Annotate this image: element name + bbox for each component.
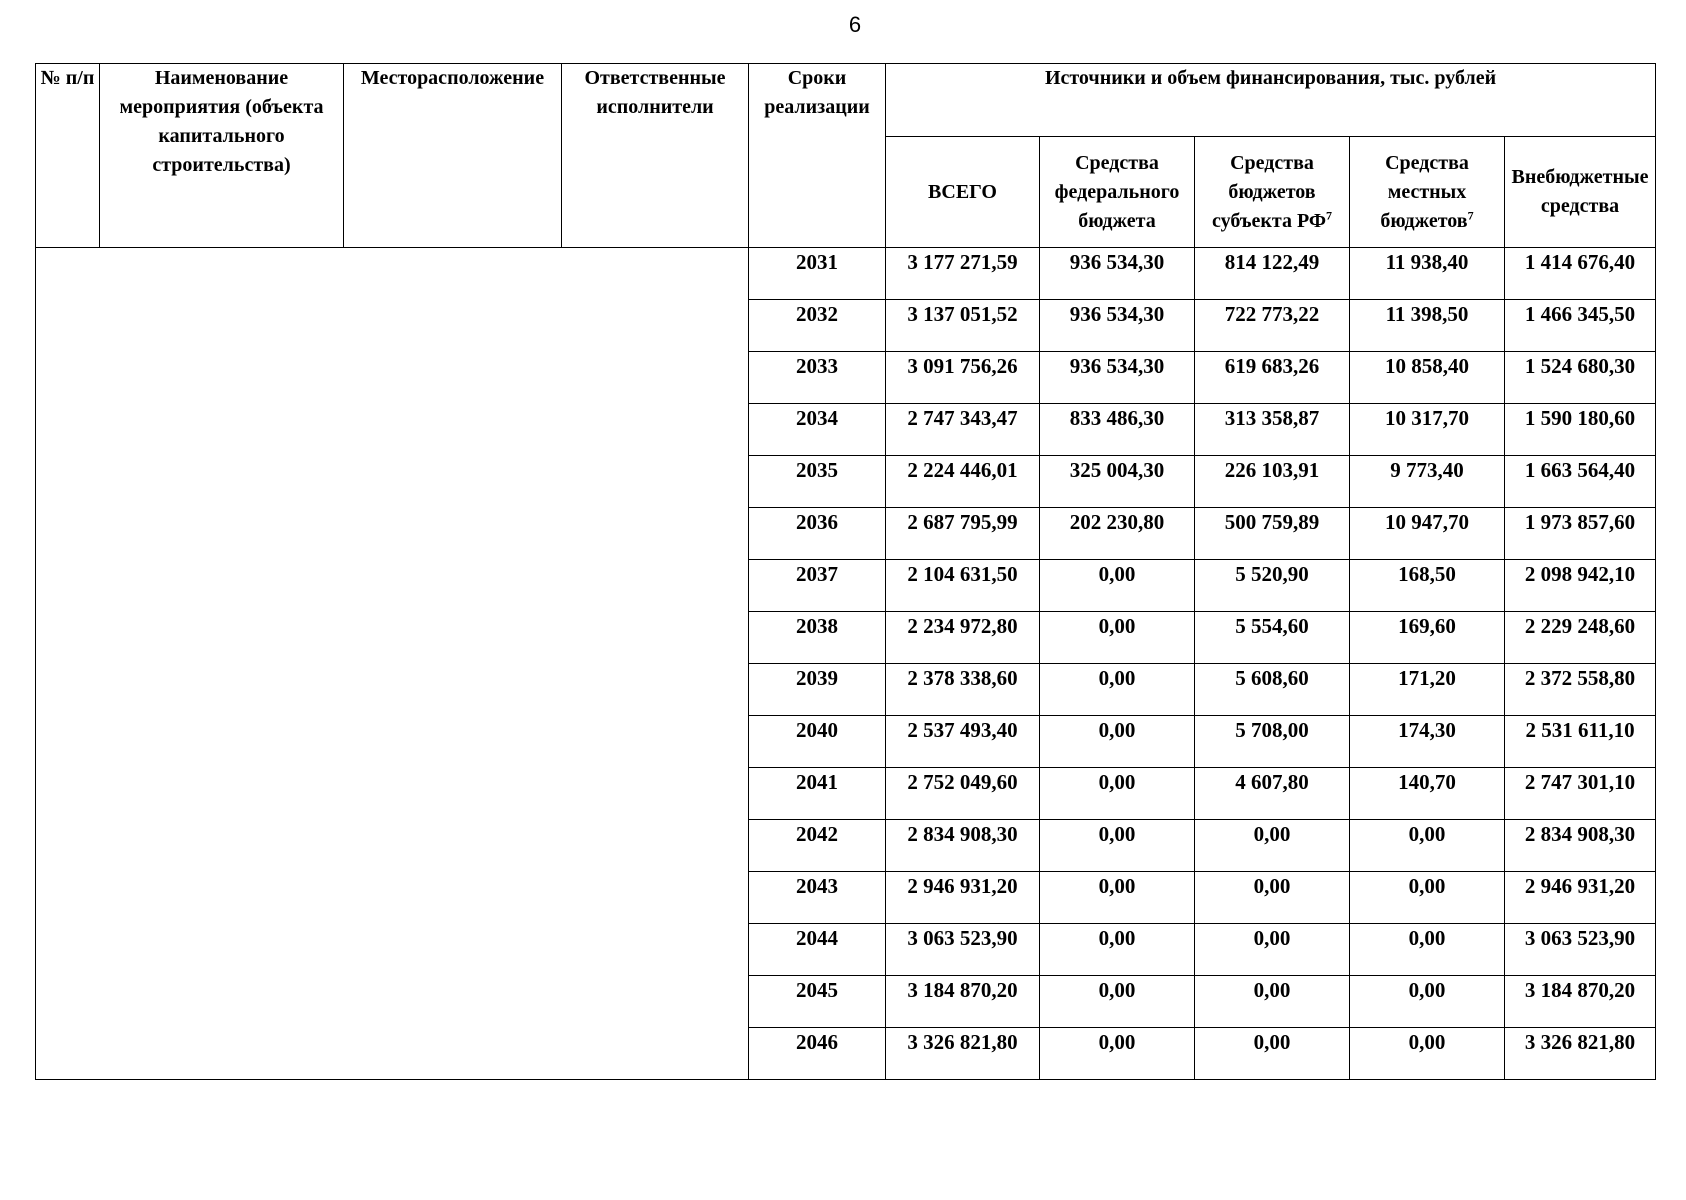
local-cell: 0,00 bbox=[1350, 924, 1505, 976]
header-location: Месторасположение bbox=[344, 64, 562, 248]
regional-cell: 313 358,87 bbox=[1195, 404, 1350, 456]
local-cell: 11 398,50 bbox=[1350, 300, 1505, 352]
total-cell: 2 224 446,01 bbox=[886, 456, 1040, 508]
federal-cell: 0,00 bbox=[1040, 1028, 1195, 1080]
total-cell: 2 687 795,99 bbox=[886, 508, 1040, 560]
header-regional-footnote: 7 bbox=[1326, 207, 1333, 222]
local-cell: 11 938,40 bbox=[1350, 248, 1505, 300]
table-body bbox=[36, 248, 1656, 1080]
extrabudget-cell: 2 372 558,80 bbox=[1505, 664, 1656, 716]
total-cell: 3 137 051,52 bbox=[886, 300, 1040, 352]
federal-cell: 0,00 bbox=[1040, 924, 1195, 976]
year-cell: 2034 bbox=[749, 404, 886, 456]
year-cell: 2033 bbox=[749, 352, 886, 404]
local-cell: 169,60 bbox=[1350, 612, 1505, 664]
federal-cell: 202 230,80 bbox=[1040, 508, 1195, 560]
year-cell: 2036 bbox=[749, 508, 886, 560]
regional-cell: 4 607,80 bbox=[1195, 768, 1350, 820]
total-cell: 2 946 931,20 bbox=[886, 872, 1040, 924]
extrabudget-cell: 3 184 870,20 bbox=[1505, 976, 1656, 1028]
year-cell: 2031 bbox=[749, 248, 886, 300]
local-cell: 0,00 bbox=[1350, 872, 1505, 924]
extrabudget-cell: 1 414 676,40 bbox=[1505, 248, 1656, 300]
local-cell: 168,50 bbox=[1350, 560, 1505, 612]
regional-cell: 5 708,00 bbox=[1195, 716, 1350, 768]
local-cell: 140,70 bbox=[1350, 768, 1505, 820]
federal-cell: 833 486,30 bbox=[1040, 404, 1195, 456]
year-cell: 2043 bbox=[749, 872, 886, 924]
total-cell: 3 091 756,26 bbox=[886, 352, 1040, 404]
total-cell: 3 326 821,80 bbox=[886, 1028, 1040, 1080]
year-cell: 2042 bbox=[749, 820, 886, 872]
federal-cell: 0,00 bbox=[1040, 716, 1195, 768]
regional-cell: 5 520,90 bbox=[1195, 560, 1350, 612]
federal-cell: 0,00 bbox=[1040, 872, 1195, 924]
year-cell: 2041 bbox=[749, 768, 886, 820]
extrabudget-cell: 1 663 564,40 bbox=[1505, 456, 1656, 508]
header-regional-label: Средства бюджетов субъекта РФ bbox=[1211, 151, 1327, 232]
extrabudget-cell: 2 229 248,60 bbox=[1505, 612, 1656, 664]
total-cell: 2 378 338,60 bbox=[886, 664, 1040, 716]
federal-cell: 0,00 bbox=[1040, 560, 1195, 612]
table-row bbox=[36, 248, 1656, 300]
extrabudget-cell: 2 098 942,10 bbox=[1505, 560, 1656, 612]
year-cell: 2045 bbox=[749, 976, 886, 1028]
extrabudget-cell: 3 063 523,90 bbox=[1505, 924, 1656, 976]
extrabudget-cell: 3 326 821,80 bbox=[1505, 1028, 1656, 1080]
total-cell: 2 752 049,60 bbox=[886, 768, 1040, 820]
total-cell: 3 184 870,20 bbox=[886, 976, 1040, 1028]
local-cell: 0,00 bbox=[1350, 820, 1505, 872]
federal-cell: 0,00 bbox=[1040, 976, 1195, 1028]
header-responsible: Ответственные исполнители bbox=[562, 64, 749, 248]
federal-cell: 0,00 bbox=[1040, 664, 1195, 716]
local-cell: 9 773,40 bbox=[1350, 456, 1505, 508]
regional-cell: 0,00 bbox=[1195, 976, 1350, 1028]
regional-cell: 814 122,49 bbox=[1195, 248, 1350, 300]
federal-cell: 0,00 bbox=[1040, 820, 1195, 872]
page-number: 6 bbox=[848, 12, 862, 37]
local-cell: 0,00 bbox=[1350, 1028, 1505, 1080]
year-cell: 2040 bbox=[749, 716, 886, 768]
extrabudget-cell: 2 531 611,10 bbox=[1505, 716, 1656, 768]
total-cell: 3 177 271,59 bbox=[886, 248, 1040, 300]
local-cell: 171,20 bbox=[1350, 664, 1505, 716]
regional-cell: 500 759,89 bbox=[1195, 508, 1350, 560]
year-cell: 2039 bbox=[749, 664, 886, 716]
header-extrabudget: Внебюджетные средства bbox=[1505, 137, 1656, 248]
header-event-name: Наименование мероприятия (объекта капитального строительства) bbox=[100, 64, 344, 248]
regional-cell: 5 608,60 bbox=[1195, 664, 1350, 716]
total-cell: 2 537 493,40 bbox=[886, 716, 1040, 768]
federal-cell: 936 534,30 bbox=[1040, 300, 1195, 352]
year-cell: 2038 bbox=[749, 612, 886, 664]
extrabudget-cell: 2 946 931,20 bbox=[1505, 872, 1656, 924]
total-cell: 2 747 343,47 bbox=[886, 404, 1040, 456]
total-cell: 2 104 631,50 bbox=[886, 560, 1040, 612]
local-cell: 10 858,40 bbox=[1350, 352, 1505, 404]
regional-cell: 0,00 bbox=[1195, 820, 1350, 872]
financing-table bbox=[35, 63, 1656, 1080]
header-funding-group: Источники и объем финансирования, тыс. рублей bbox=[886, 64, 1656, 137]
regional-cell: 619 683,26 bbox=[1195, 352, 1350, 404]
local-cell: 10 317,70 bbox=[1350, 404, 1505, 456]
regional-cell: 5 554,60 bbox=[1195, 612, 1350, 664]
extrabudget-cell: 1 973 857,60 bbox=[1505, 508, 1656, 560]
header-federal: Средства федерального бюджета bbox=[1040, 137, 1195, 248]
federal-cell: 936 534,30 bbox=[1040, 352, 1195, 404]
local-cell: 0,00 bbox=[1350, 976, 1505, 1028]
federal-cell: 325 004,30 bbox=[1040, 456, 1195, 508]
total-cell: 2 234 972,80 bbox=[886, 612, 1040, 664]
regional-cell: 722 773,22 bbox=[1195, 300, 1350, 352]
extrabudget-cell: 1 524 680,30 bbox=[1505, 352, 1656, 404]
header-local-footnote: 7 bbox=[1467, 207, 1474, 222]
extrabudget-cell: 2 747 301,10 bbox=[1505, 768, 1656, 820]
header-years: Сроки реализации bbox=[749, 64, 886, 248]
local-cell: 174,30 bbox=[1350, 716, 1505, 768]
header-total: ВСЕГО bbox=[886, 137, 1040, 248]
header-local bbox=[1350, 137, 1505, 248]
total-cell: 3 063 523,90 bbox=[886, 924, 1040, 976]
local-cell: 10 947,70 bbox=[1350, 508, 1505, 560]
header-number: № п/п bbox=[36, 64, 100, 248]
year-cell: 2046 bbox=[749, 1028, 886, 1080]
federal-cell: 936 534,30 bbox=[1040, 248, 1195, 300]
regional-cell: 0,00 bbox=[1195, 924, 1350, 976]
regional-cell: 0,00 bbox=[1195, 1028, 1350, 1080]
total-cell: 2 834 908,30 bbox=[886, 820, 1040, 872]
year-cell: 2037 bbox=[749, 560, 886, 612]
header-regional bbox=[1195, 137, 1350, 248]
regional-cell: 0,00 bbox=[1195, 872, 1350, 924]
federal-cell: 0,00 bbox=[1040, 612, 1195, 664]
extrabudget-cell: 2 834 908,30 bbox=[1505, 820, 1656, 872]
regional-cell: 226 103,91 bbox=[1195, 456, 1350, 508]
year-cell: 2032 bbox=[749, 300, 886, 352]
year-cell: 2044 bbox=[749, 924, 886, 976]
merged-empty-cell bbox=[36, 248, 749, 1080]
year-cell: 2035 bbox=[749, 456, 886, 508]
extrabudget-cell: 1 466 345,50 bbox=[1505, 300, 1656, 352]
extrabudget-cell: 1 590 180,60 bbox=[1505, 404, 1656, 456]
federal-cell: 0,00 bbox=[1040, 768, 1195, 820]
header-local-label: Средства местных бюджетов bbox=[1380, 151, 1469, 232]
